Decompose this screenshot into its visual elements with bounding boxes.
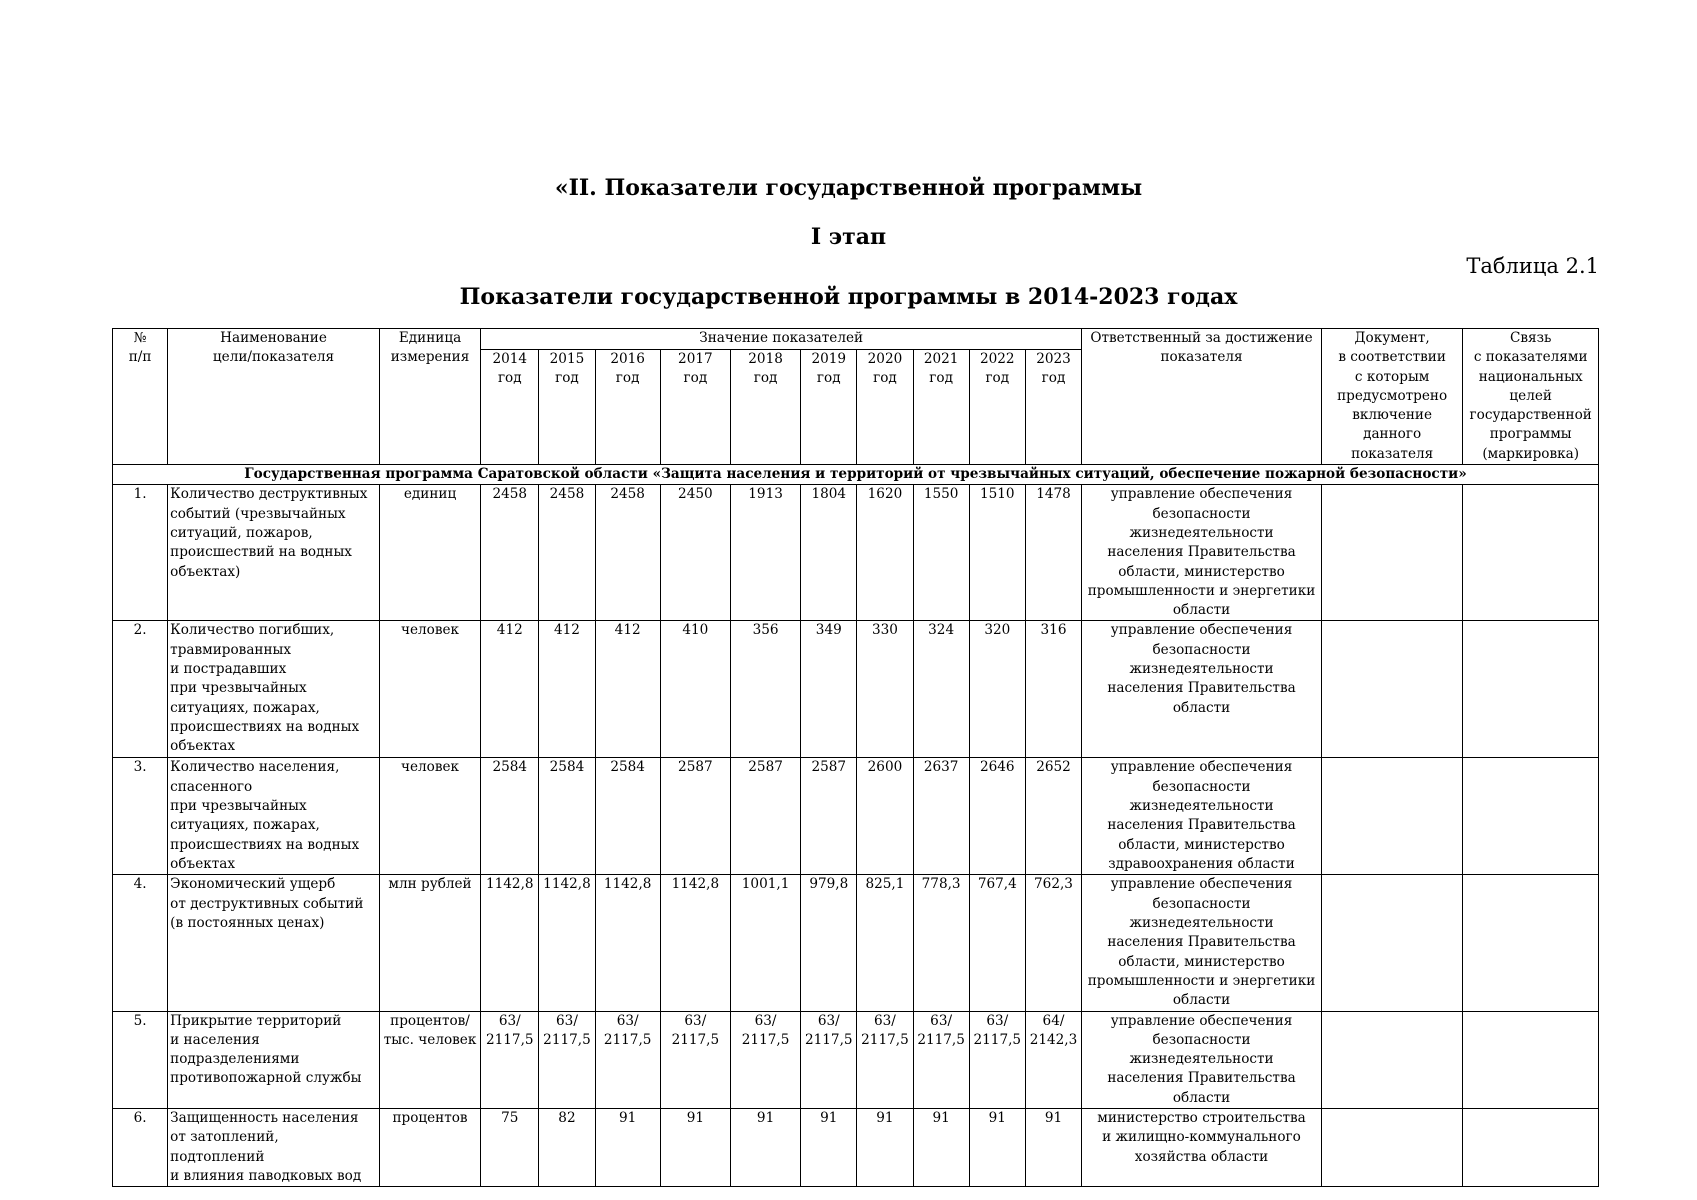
col-header-link: Связь с показателями национальных целей государственной программы (маркировка) xyxy=(1463,329,1599,465)
cell-value: 356 xyxy=(730,621,800,758)
cell-value: 63/ 2117,5 xyxy=(857,1011,913,1108)
cell-value: 767,4 xyxy=(969,875,1025,1011)
cell-num: 1. xyxy=(113,485,168,621)
cell-value: 64/ 2142,3 xyxy=(1025,1011,1081,1108)
cell-responsible: управление обеспечения безопасности жизнедеятельности населения Правительства области, министерство промышленности и энергетики области xyxy=(1082,875,1322,1011)
cell-value: 320 xyxy=(969,621,1025,758)
table-row xyxy=(113,875,1599,1011)
cell-value: 778,3 xyxy=(913,875,969,1011)
cell-name: Защищенность населения от затоплений, подтоплений и влияния паводковых вод xyxy=(168,1109,380,1187)
cell-unit: млн рублей xyxy=(379,875,480,1011)
col-header-year: 2020 год xyxy=(857,350,913,465)
cell-value: 2646 xyxy=(969,758,1025,875)
cell-value: 349 xyxy=(801,621,857,758)
col-header-responsible: Ответственный за достижение показателя xyxy=(1082,329,1322,465)
section-row: Государственная программа Саратовской области «Защита населения и территорий от чрезвычайных ситуаций, обеспечение пожарной безопасности» xyxy=(113,465,1599,485)
cell-name: Экономический ущерб от деструктивных событий (в постоянных ценах) xyxy=(168,875,380,1011)
cell-num: 2. xyxy=(113,621,168,758)
cell-value: 412 xyxy=(481,621,539,758)
cell-value: 412 xyxy=(539,621,595,758)
cell-value: 2587 xyxy=(660,758,730,875)
col-header-year: 2017 год xyxy=(660,350,730,465)
cell-document xyxy=(1321,621,1462,758)
col-header-name: Наименование цели/показателя xyxy=(168,329,380,465)
col-header-year: 2015 год xyxy=(539,350,595,465)
col-header-year: 2014 год xyxy=(481,350,539,465)
cell-document xyxy=(1321,1109,1462,1187)
cell-value: 316 xyxy=(1025,621,1081,758)
cell-value: 2587 xyxy=(730,758,800,875)
cell-link xyxy=(1463,621,1599,758)
table-row xyxy=(113,621,1599,758)
cell-value: 1478 xyxy=(1025,485,1081,621)
cell-link xyxy=(1463,1011,1599,1108)
cell-value: 75 xyxy=(481,1109,539,1187)
col-header-year: 2016 год xyxy=(595,350,660,465)
cell-document xyxy=(1321,1011,1462,1108)
cell-value: 2450 xyxy=(660,485,730,621)
cell-value: 825,1 xyxy=(857,875,913,1011)
cell-value: 63/ 2117,5 xyxy=(481,1011,539,1108)
cell-num: 6. xyxy=(113,1109,168,1187)
stage-heading: I этап xyxy=(810,224,887,250)
cell-link xyxy=(1463,758,1599,875)
cell-value: 1142,8 xyxy=(595,875,660,1011)
cell-unit: человек xyxy=(379,758,480,875)
col-header-year: 2019 год xyxy=(801,350,857,465)
col-header-document: Документ, в соответствии с которым предусмотрено включение данного показателя xyxy=(1321,329,1462,465)
col-header-year: 2018 год xyxy=(730,350,800,465)
col-header-unit: Единица измерения xyxy=(379,329,480,465)
cell-value: 91 xyxy=(857,1109,913,1187)
cell-value: 1620 xyxy=(857,485,913,621)
table-title: Показатели государственной программы в 2014-2023 годах xyxy=(459,284,1238,310)
cell-value: 324 xyxy=(913,621,969,758)
col-header-year: 2023 год xyxy=(1025,350,1081,465)
cell-document xyxy=(1321,485,1462,621)
cell-value: 412 xyxy=(595,621,660,758)
cell-value: 63/ 2117,5 xyxy=(801,1011,857,1108)
cell-value: 63/ 2117,5 xyxy=(969,1011,1025,1108)
cell-value: 2587 xyxy=(801,758,857,875)
cell-value: 2637 xyxy=(913,758,969,875)
table-row xyxy=(113,485,1599,621)
cell-num: 4. xyxy=(113,875,168,1011)
cell-value: 63/ 2117,5 xyxy=(730,1011,800,1108)
table-row xyxy=(113,758,1599,875)
cell-responsible: управление обеспечения безопасности жизнедеятельности населения Правительства области, министерство промышленности и энергетики области xyxy=(1082,485,1322,621)
indicators-table xyxy=(112,328,1599,1187)
cell-num: 3. xyxy=(113,758,168,875)
cell-value: 1142,8 xyxy=(660,875,730,1011)
cell-value: 2458 xyxy=(539,485,595,621)
cell-value: 1001,1 xyxy=(730,875,800,1011)
cell-value: 63/ 2117,5 xyxy=(913,1011,969,1108)
cell-value: 82 xyxy=(539,1109,595,1187)
cell-link xyxy=(1463,485,1599,621)
cell-unit: единиц xyxy=(379,485,480,621)
cell-value: 63/ 2117,5 xyxy=(595,1011,660,1108)
cell-value: 91 xyxy=(1025,1109,1081,1187)
cell-value: 1804 xyxy=(801,485,857,621)
cell-name: Количество деструктивных событий (чрезвычайных ситуаций, пожаров, происшествий на водных объектах) xyxy=(168,485,380,621)
table-row xyxy=(113,1109,1599,1187)
cell-link xyxy=(1463,875,1599,1011)
cell-value: 2584 xyxy=(539,758,595,875)
cell-responsible: управление обеспечения безопасности жизнедеятельности населения Правительства области xyxy=(1082,1011,1322,1108)
cell-value: 91 xyxy=(660,1109,730,1187)
page-heading: «II. Показатели государственной программы xyxy=(554,175,1143,201)
cell-value: 979,8 xyxy=(801,875,857,1011)
cell-name: Прикрытие территорий и населения подразделениями противопожарной службы xyxy=(168,1011,380,1108)
col-header-year: 2022 год xyxy=(969,350,1025,465)
cell-value: 1550 xyxy=(913,485,969,621)
cell-value: 91 xyxy=(969,1109,1025,1187)
cell-name: Количество погибших, травмированных и пострадавших при чрезвычайных ситуациях, пожарах, происшествиях на водных объектах xyxy=(168,621,380,758)
cell-value: 1913 xyxy=(730,485,800,621)
cell-value: 1142,8 xyxy=(481,875,539,1011)
cell-value: 330 xyxy=(857,621,913,758)
cell-value: 91 xyxy=(730,1109,800,1187)
cell-responsible: управление обеспечения безопасности жизнедеятельности населения Правительства области xyxy=(1082,621,1322,758)
cell-value: 2584 xyxy=(595,758,660,875)
cell-name: Количество населения, спасенного при чрезвычайных ситуациях, пожарах, происшествиях на водных объектах xyxy=(168,758,380,875)
cell-value: 2584 xyxy=(481,758,539,875)
cell-value: 91 xyxy=(595,1109,660,1187)
cell-document xyxy=(1321,875,1462,1011)
cell-value: 2458 xyxy=(595,485,660,621)
cell-document xyxy=(1321,758,1462,875)
cell-value: 2652 xyxy=(1025,758,1081,875)
cell-value: 63/ 2117,5 xyxy=(539,1011,595,1108)
cell-value: 1142,8 xyxy=(539,875,595,1011)
cell-unit: процентов/ тыс. человек xyxy=(379,1011,480,1108)
cell-value: 762,3 xyxy=(1025,875,1081,1011)
cell-value: 63/ 2117,5 xyxy=(660,1011,730,1108)
table-number: Таблица 2.1 xyxy=(1466,254,1599,278)
cell-value: 2458 xyxy=(481,485,539,621)
col-header-year: 2021 год xyxy=(913,350,969,465)
cell-value: 1510 xyxy=(969,485,1025,621)
cell-value: 410 xyxy=(660,621,730,758)
cell-responsible: управление обеспечения безопасности жизнедеятельности населения Правительства области, министерство здравоохранения области xyxy=(1082,758,1322,875)
table-row xyxy=(113,1011,1599,1108)
cell-link xyxy=(1463,1109,1599,1187)
cell-value: 91 xyxy=(913,1109,969,1187)
cell-value: 2600 xyxy=(857,758,913,875)
cell-unit: человек xyxy=(379,621,480,758)
cell-unit: процентов xyxy=(379,1109,480,1187)
col-header-num: № п/п xyxy=(113,329,168,465)
cell-value: 91 xyxy=(801,1109,857,1187)
cell-responsible: министерство строительства и жилищно-коммунального хозяйства области xyxy=(1082,1109,1322,1187)
cell-num: 5. xyxy=(113,1011,168,1108)
col-header-values-group: Значение показателей xyxy=(481,329,1082,350)
